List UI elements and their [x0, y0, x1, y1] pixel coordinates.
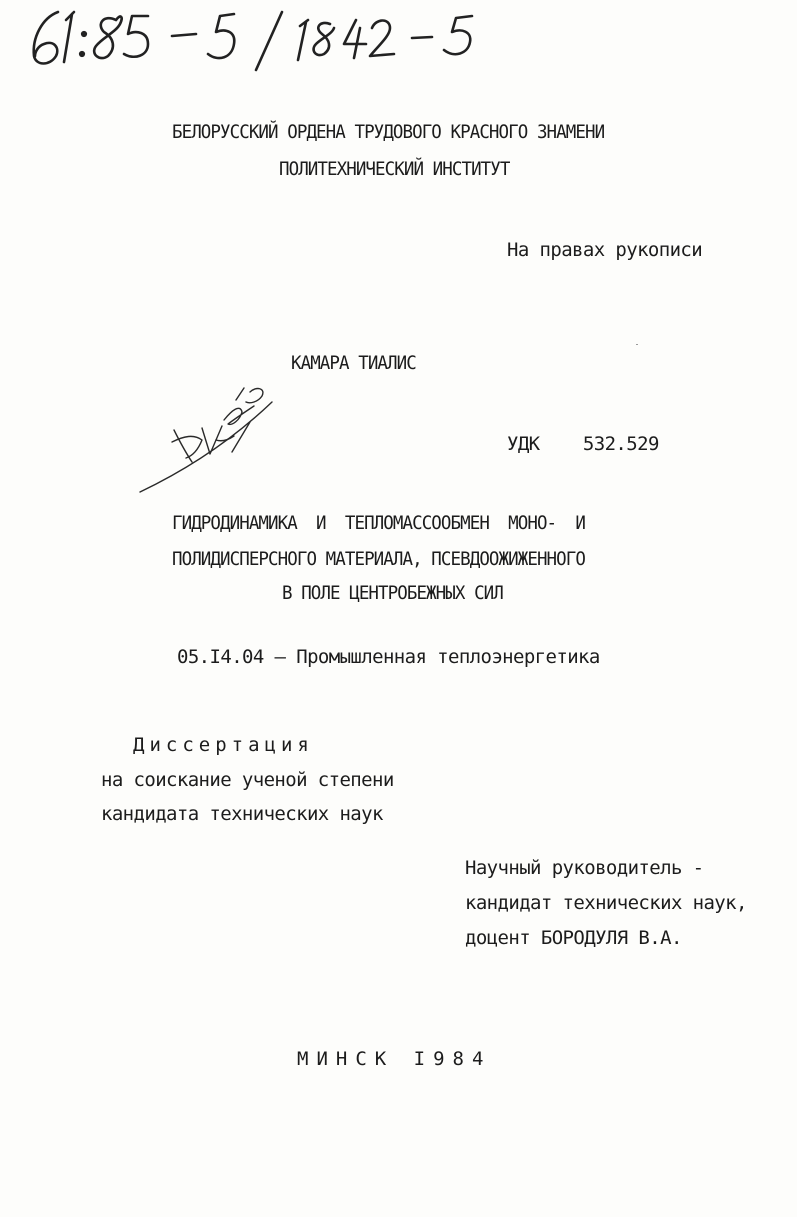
supervisor-line-1: Научный руководитель -	[465, 857, 704, 879]
institution-line-1: БЕЛОРУССКИЙ ОРДЕНА ТРУДОВОГО КРАСНОГО ЗНАМЕНИ	[172, 121, 605, 143]
thesis-title-line-1: ГИДРОДИНАМИКА И ТЕПЛОМАССООБМЕН МОНО- И	[172, 512, 585, 534]
city-year: МИНСК I984	[297, 1048, 492, 1070]
thesis-title-line-2: ПОЛИДИСПЕРСНОГО МАТЕРИАЛА, ПСЕВДООЖИЖЕННОГО	[172, 548, 585, 570]
document-type-line-3: кандидата технических наук	[101, 803, 383, 825]
signature	[132, 380, 282, 500]
rights-note: На правах рукописи	[507, 239, 703, 261]
author-name: КАМАРА ТИАЛИС	[291, 352, 416, 374]
specialty-code: 05.I4.04 – Промышленная теплоэнергетика	[177, 646, 600, 668]
udc-label: УДК	[507, 433, 540, 455]
supervisor-line-3: доцент БОРОДУЛЯ В.А.	[465, 927, 682, 949]
supervisor-line-2: кандидат технических наук,	[465, 892, 747, 914]
speck	[636, 344, 638, 345]
institution-line-2: ПОЛИТЕХНИЧЕСКИЙ ИНСТИТУТ	[279, 158, 510, 180]
udc-code: 532.529	[582, 433, 659, 455]
udc	[507, 435, 659, 454]
document-type-line-2: на соискание ученой степени	[101, 769, 394, 791]
archive-mark-handwriting	[20, 4, 480, 74]
document-type-heading: Диссертация	[133, 734, 314, 756]
thesis-title-line-3: В ПОЛЕ ЦЕНТРОБЕЖНЫХ СИЛ	[282, 582, 503, 604]
